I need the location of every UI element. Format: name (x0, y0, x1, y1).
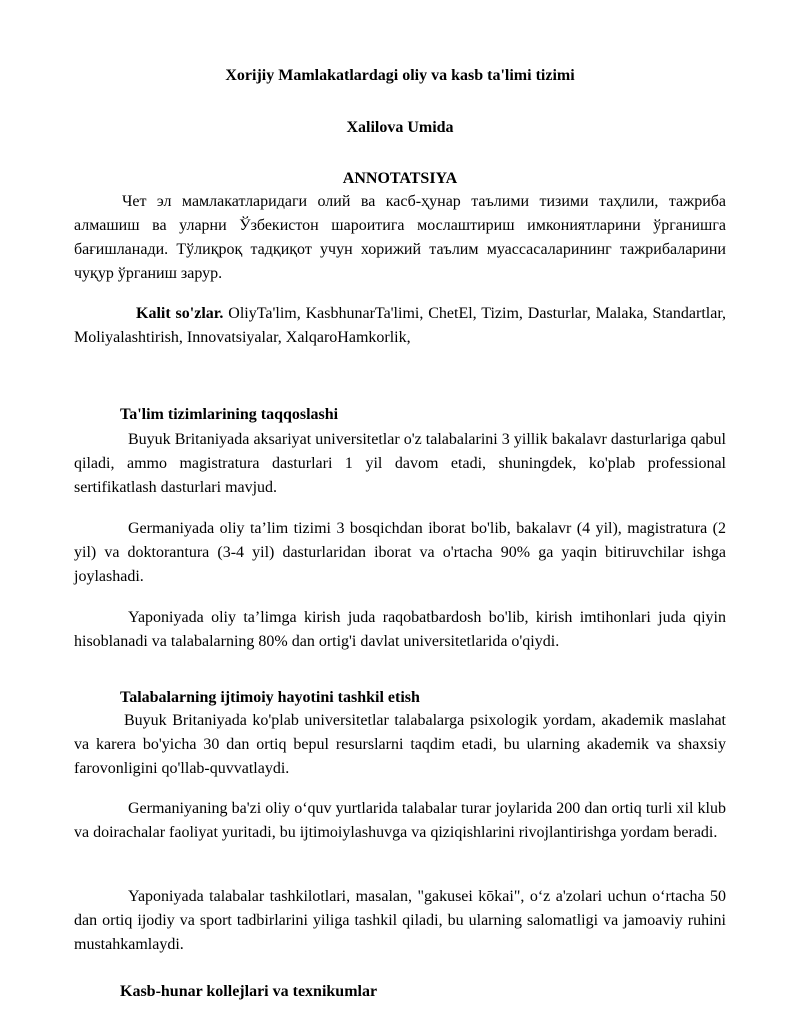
abstract-paragraph: Чет эл мамлакатларидаги олий ва касб-ҳунар таълими тизими таҳлили, тажриба алмашиш ва уларни Ўзбекистон шароитига мослаштириш имкониятларини ўрганишга бағишланади. Тўлиқроқ тадқиқот учун хорижий таълим муассасаларининг тажрибаларини чуқур ўрганиш зарур. (74, 193, 726, 282)
keywords-label: Kalit so'zlar. (136, 305, 224, 322)
author-name: Xalilova Umida (346, 119, 454, 136)
keywords-list: OliyTa'lim, KasbhunarTa'limi, ChetEl, Tizim, Dasturlar, Malaka, Standartlar, Moliyalashtirish, Innovatsiyalar, XalqaroHamkorlik, (74, 305, 727, 346)
paragraph-uk-social: Buyuk Britaniyada ko'plab universitetlar talabalarga psixologik yordam, akademik maslahat va karera bo'yicha 30 dan ortiq bepul resurslarni taqdim etadi, bu ularning akademik va shaxsiy farovonligini qo'llab-quvvatlaydi. (74, 712, 726, 777)
document-title: Xorijiy Mamlakatlardagi oliy va kasb ta'limi tizimi (225, 67, 575, 84)
section-heading-colleges: Kasb-hunar kollejlari va texnikumlar (120, 983, 378, 1000)
section-heading-social-life: Talabalarning ijtimoiy hayotini tashkil etish (120, 689, 420, 706)
abstract-heading: ANNOTATSIYA (342, 170, 458, 187)
paragraph-germany-education: Germaniyada oliy ta’lim tizimi 3 bosqichdan iborat bo'lib, bakalavr (4 yil), magistratura (2 yil) va doktorantura (3-4 yil) dasturlaridan iborat va o'rtacha 90% ga yaqin bitiruvchilar ishga joylashadi. (74, 520, 726, 585)
paragraph-uk-education: Buyuk Britaniyada aksariyat universitetlar o'z talabalarini 3 yillik bakalavr dasturlariga qabul qiladi, ammo magistratura dasturlari 1 yil davom etadi, shuningdek, ko'plab professional sertifikatlash dasturlari mavjud. (74, 431, 726, 496)
keywords-paragraph (74, 302, 726, 350)
paragraph-japan-education: Yaponiyada oliy ta’limga kirish juda raqobatbardosh bo'lib, kirish imtihonlari juda qiyin hisoblanadi va talabalarning 80% dan ortig'i davlat universitetlarida o'qiydi. (74, 609, 726, 650)
section-heading-comparison: Ta'lim tizimlarining taqqoslashi (120, 406, 339, 423)
paragraph-germany-social: Germaniyaning ba'zi oliy o‘quv yurtlarida talabalar turar joylarida 200 dan ortiq turli xil klub va doirachalar faoliyat yuritadi, bu ijtimoiylashuvga va qiziqishlarini rivojlantirishga yordam beradi. (74, 800, 726, 841)
paragraph-japan-social: Yaponiyada talabalar tashkilotlari, masalan, "gakusei kōkai", o‘z a'zolari uchun o‘rtacha 50 dan ortiq ijodiy va sport tadbirlarini yiliga tashkil qiladi, bu ularning salomatligi va jamoaviy ruhini mustahkamlaydi. (74, 888, 726, 953)
